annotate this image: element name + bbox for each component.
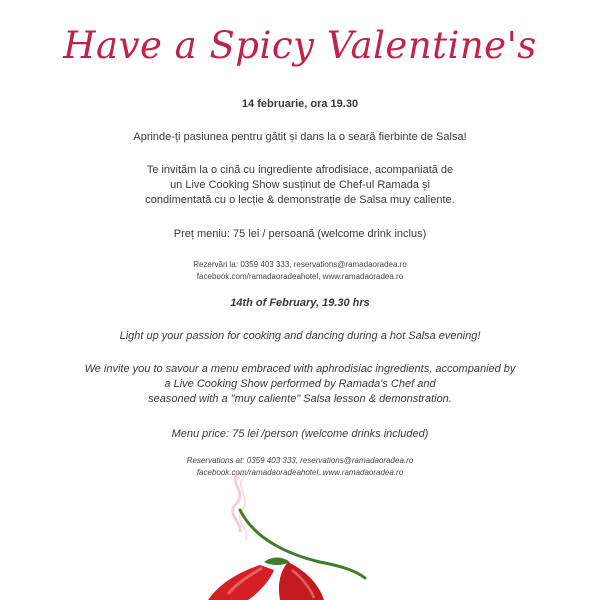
en-contact-line-2: facebook.com/ramadaoradeahotel, www.ramadaoradea.ro [196, 468, 404, 477]
ro-contact-line-2: facebook.com/ramadaoradeahotel, www.ramadaoradea.ro [196, 272, 404, 281]
ro-contact-line-1: Rezervări la: 0359 403 333, reservations@ramadaoradea.ro [193, 260, 407, 269]
invitation-title: Have a Spicy Valentine's [63, 24, 537, 67]
ro-invite-line-1: Te invităm la o cină cu ingrediente afrodisiace, acompaniată de [146, 164, 454, 176]
ro-invite-line-2: un Live Cooking Show susținut de Chef-ul Ramada și [170, 179, 430, 191]
chili-pepper-icon [200, 470, 390, 600]
ro-invite-line-3: condimentată cu o lecție & demonstrație de Salsa muy caliente. [145, 194, 455, 206]
ro-date: 14 februarie, ora 19.30 [241, 98, 359, 110]
en-date: 14th of February, 19.30 hrs [230, 297, 370, 309]
en-price: Menu price: 75 lei /person (welcome drinks included) [171, 428, 429, 440]
en-invite-line-1: We invite you to savour a menu embraced with aphrodisiac ingredients, accompanied by [84, 363, 516, 375]
en-tagline: Light up your passion for cooking and dancing during a hot Salsa evening! [119, 330, 481, 342]
en-invite-line-3: seasoned with a "muy caliente" Salsa lesson & demonstration. [148, 393, 452, 405]
ro-tagline: Aprinde-ți pasiunea pentru gătit și dans la o seară fierbinte de Salsa! [133, 131, 467, 143]
ro-price: Preț meniu: 75 lei / persoană (welcome drink inclus) [173, 228, 427, 240]
en-contact-line-1: Reservations at: 0359 403 333, reservations@ramadaoradea.ro [186, 456, 414, 465]
en-invite-line-2: a Live Cooking Show performed by Ramada's Chef and [164, 378, 436, 390]
